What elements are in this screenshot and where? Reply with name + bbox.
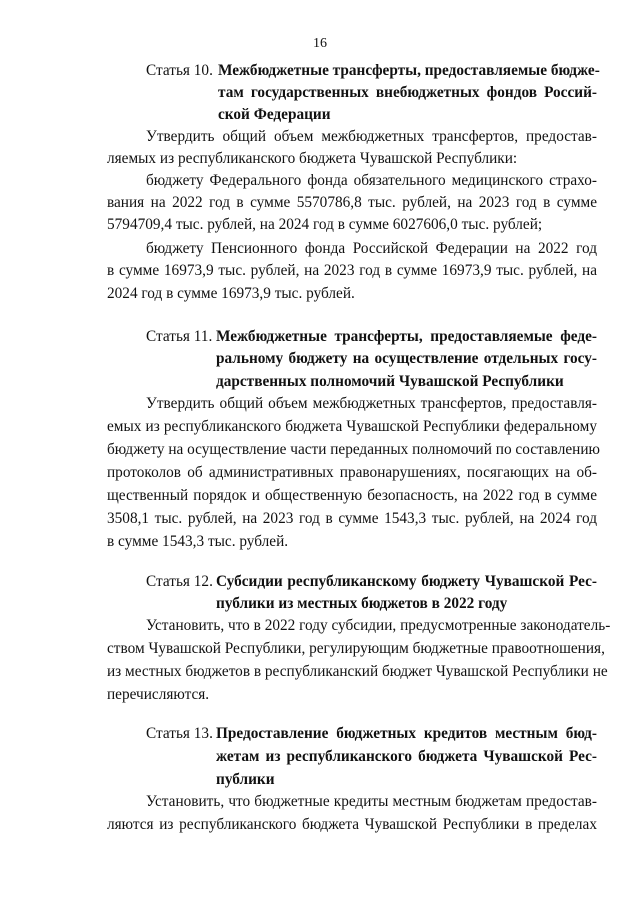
- paragraph-line: из местных бюджетов в республиканский бюджет Чувашской Республики не: [107, 663, 608, 680]
- paragraph-line: бюджету Пенсионного фонда Российской Федерации на 2022 год: [146, 240, 597, 257]
- paragraph-line: 3508,1 тыс. рублей, на 2023 год в сумме 1543,3 тыс. рублей, на 2024 год: [107, 510, 597, 527]
- paragraph-line: ляются из республиканского бюджета Чувашской Республики в пределах: [107, 816, 597, 833]
- paragraph-line: вания на 2022 год в сумме 5570786,8 тыс. рублей, на 2023 год в сумме: [107, 194, 597, 211]
- article-heading-line: публики: [216, 771, 275, 788]
- paragraph-line: ством Чувашской Республики, регулирующим бюджетные правоотношения,: [107, 640, 605, 657]
- paragraph-line: 2024 год в сумме 16973,9 тыс. рублей.: [107, 285, 355, 302]
- paragraph-line: ляемых из республиканского бюджета Чувашской Республики:: [107, 150, 518, 167]
- paragraph-line: Установить, что бюджетные кредиты местным бюджетам предостав-: [146, 793, 597, 810]
- article-heading-line: жетам из республиканского бюджета Чувашской Рес-: [216, 748, 597, 765]
- article-label: Статья 13.: [146, 725, 213, 742]
- paragraph-line: щественный порядок и общественную безопасность, на 2022 год в сумме: [107, 487, 597, 504]
- paragraph-line: протоколов об административных правонарушениях, посягающих на об-: [107, 464, 597, 481]
- article-heading-line: Субсидии республиканскому бюджету Чувашской Рес-: [216, 573, 597, 590]
- article-heading-line: Межбюджетные трансферты, предоставляемые бюдже-: [218, 62, 600, 79]
- article-heading-line: Предоставление бюджетных кредитов местным бюд-: [216, 725, 597, 742]
- article-heading-line: ской Федерации: [218, 106, 331, 123]
- article-label: Статья 11.: [146, 328, 213, 345]
- article-heading-line: дарственных полномочий Чувашской Республики: [216, 373, 564, 390]
- paragraph-line: емых из республиканского бюджета Чувашской Республики федеральному: [107, 418, 597, 435]
- paragraph-line: Установить, что в 2022 году субсидии, предусмотренные законодатель-: [146, 617, 611, 634]
- article-heading-line: там государственных внебюджетных фондов Россий-: [218, 84, 597, 101]
- article-heading-line: Межбюджетные трансферты, предоставляемые феде-: [216, 328, 597, 345]
- article-label: Статья 12.: [146, 573, 213, 590]
- paragraph-line: бюджету Федерального фонда обязательного медицинского страхо-: [146, 172, 597, 189]
- page-number: 16: [313, 36, 327, 51]
- article-label: Статья 10.: [146, 62, 213, 79]
- paragraph-line: в сумме 1543,3 тыс. рублей.: [107, 533, 289, 550]
- paragraph-line: в сумме 16973,9 тыс. рублей, на 2023 год в сумме 16973,9 тыс. рублей, на: [107, 262, 597, 279]
- paragraph-line: перечисляются.: [107, 686, 210, 703]
- article-heading-line: ральному бюджету на осуществление отдельных госу-: [216, 350, 597, 367]
- paragraph-line: 5794709,4 тыс. рублей, на 2024 год в сумме 6027606,0 тыс. рублей;: [107, 216, 543, 233]
- article-heading-line: публики из местных бюджетов в 2022 году: [216, 595, 508, 612]
- paragraph-line: Утвердить общий объем межбюджетных трансфертов, предоставля-: [146, 395, 597, 412]
- paragraph-line: бюджету на осуществление части переданных полномочий по составлению: [107, 441, 600, 458]
- paragraph-line: Утвердить общий объем межбюджетных трансфертов, предостав-: [146, 128, 597, 145]
